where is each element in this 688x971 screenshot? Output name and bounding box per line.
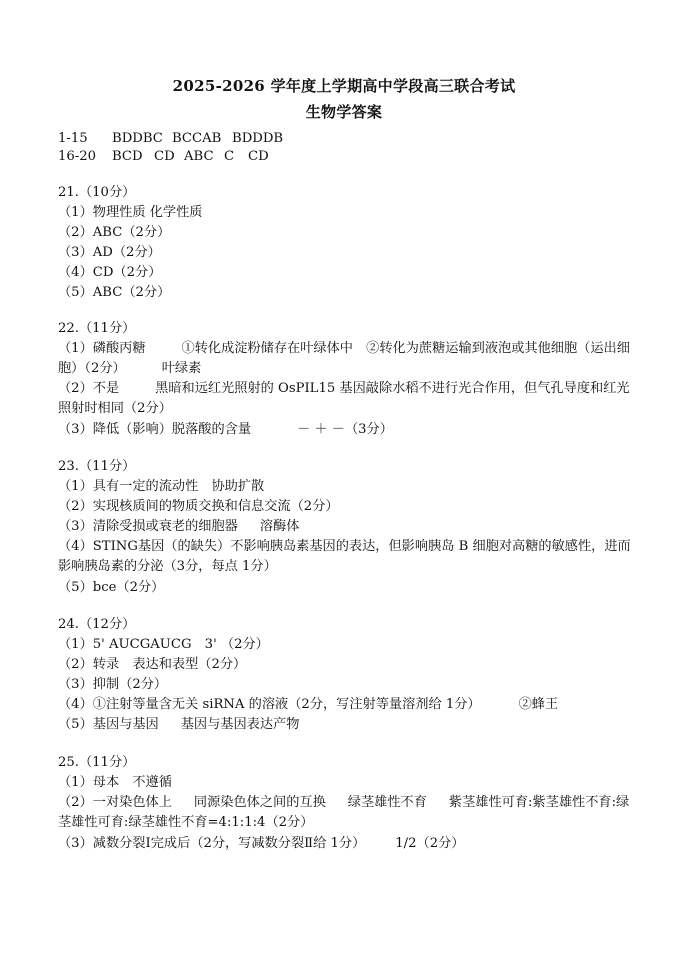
q22-answer-2b: 黑暗和远红光照射的 OsPIL15 基因敲除水稻不进行光合作用，但气孔导度和红光照射时相同（2分） (58, 381, 630, 416)
q22-answer-2a: （2）不是 (58, 381, 120, 396)
page-title: 2025-2026 学年度上学期高中学段高三联合考试 (172, 77, 516, 95)
choice-group: BDDBC (112, 131, 163, 146)
q24-answer-1: （1）5' AUCGAUCG 3' （2分） (58, 637, 269, 652)
q21-answer-2: （2）ABC（2分） (58, 225, 171, 240)
q21-answer-3: （3）AD（2分） (58, 245, 161, 260)
q23-answer-5: （5）bce（2分） (58, 580, 165, 595)
q25-answer-2d: 紫茎雄性可育:紫茎雄性不育:绿茎雄性可育:绿茎雄性不育=4:1:1:4（2分） (58, 795, 630, 830)
choice-group: BCD (112, 149, 143, 164)
q23-answer-3b: 溶酶体 (259, 519, 300, 534)
q23-answer-1: （1）具有一定的流动性 协助扩散 (58, 479, 265, 494)
choice-group: BDDDB (232, 131, 284, 146)
q22-answer-3b: － ＋ －（3分） (297, 422, 393, 437)
q23-answer-2: （2）实现核质间的物质交换和信息交流（2分） (58, 499, 339, 514)
choice-row-2 (58, 148, 269, 165)
q21-answer-1: （1）物理性质 化学性质 (58, 205, 203, 220)
q22-answer-3 (58, 421, 393, 438)
choice-group: C (224, 149, 235, 164)
page-subtitle: 生物学答案 (305, 103, 383, 121)
q24-answer-5 (58, 716, 299, 733)
q24-answer-4 (58, 696, 558, 713)
q25-answer-2 (58, 793, 634, 833)
q22-answer-2 (58, 379, 634, 419)
q25-answer-2c: 绿茎雄性不育 (347, 795, 427, 810)
q21-answer-5: （5）ABC（2分） (58, 285, 171, 300)
q23-answer-3a: （3）清除受损或衰老的细胞器 (58, 519, 238, 534)
choice-group: ABC (184, 149, 214, 164)
q25-answer-3 (58, 835, 464, 852)
choice-range: 16-20 (58, 149, 97, 164)
q22-heading: 22.（11分） (58, 321, 136, 336)
q25-answer-2b: 同源染色体之间的互换 (193, 795, 326, 810)
q23-heading: 23.（11分） (58, 459, 136, 474)
choice-row-1 (58, 130, 283, 147)
choice-group: CD (154, 149, 175, 164)
q25-heading: 25.（11分） (58, 755, 136, 770)
q24-answer-5a: （5）基因与基因 (58, 717, 159, 732)
q24-answer-4b: ②蜂王 (518, 697, 559, 712)
choice-group: BCCAB (172, 131, 222, 146)
q24-answer-4a: （4）①注射等量含无关 siRNA 的溶液（2分，写注射等量溶剂给 1分） (58, 697, 481, 712)
choice-range: 1-15 (58, 131, 88, 146)
q22-answer-1c: 叶绿素 (161, 361, 202, 376)
q23-answer-4: （4）STING基因（的缺失）不影响胰岛素基因的表达，但影响胰岛 B 细胞对高糖的敏感性，进而影响胰岛素的分泌（3分，每点 1分） (58, 539, 631, 574)
q25-answer-3b: 1/2（2分） (395, 836, 465, 851)
q25-answer-3a: （3）减数分裂Ⅰ完成后（2分，写减数分裂Ⅱ给 1分） (58, 836, 366, 851)
q24-heading: 24.（12分） (58, 617, 136, 632)
q21-heading: 21.（10分） (58, 185, 136, 200)
q23-answer-3 (58, 518, 299, 535)
q24-answer-5b: 基因与基因表达产物 (180, 717, 300, 732)
q22-answer-1b: ①转化成淀粉储存在叶绿体中 ②转化为蔗糖运输到液泡或其他细胞（运出细胞）（2分） (58, 341, 630, 376)
q22-answer-1 (58, 339, 634, 379)
q22-answer-3a: （3）降低（影响）脱落酸的含量 (58, 422, 252, 437)
q25-answer-1: （1）母本 不遵循 (58, 775, 172, 790)
choice-group: CD (248, 149, 269, 164)
q21-answer-4: （4）CD（2分） (58, 265, 162, 280)
q22-answer-1a: （1）磷酸丙糖 (58, 341, 146, 356)
q24-answer-2: （2）转录 表达和表型（2分） (58, 657, 247, 672)
q25-answer-2a: （2）一对染色体上 (58, 795, 172, 810)
q24-answer-3: （3）抑制（2分） (58, 677, 168, 692)
